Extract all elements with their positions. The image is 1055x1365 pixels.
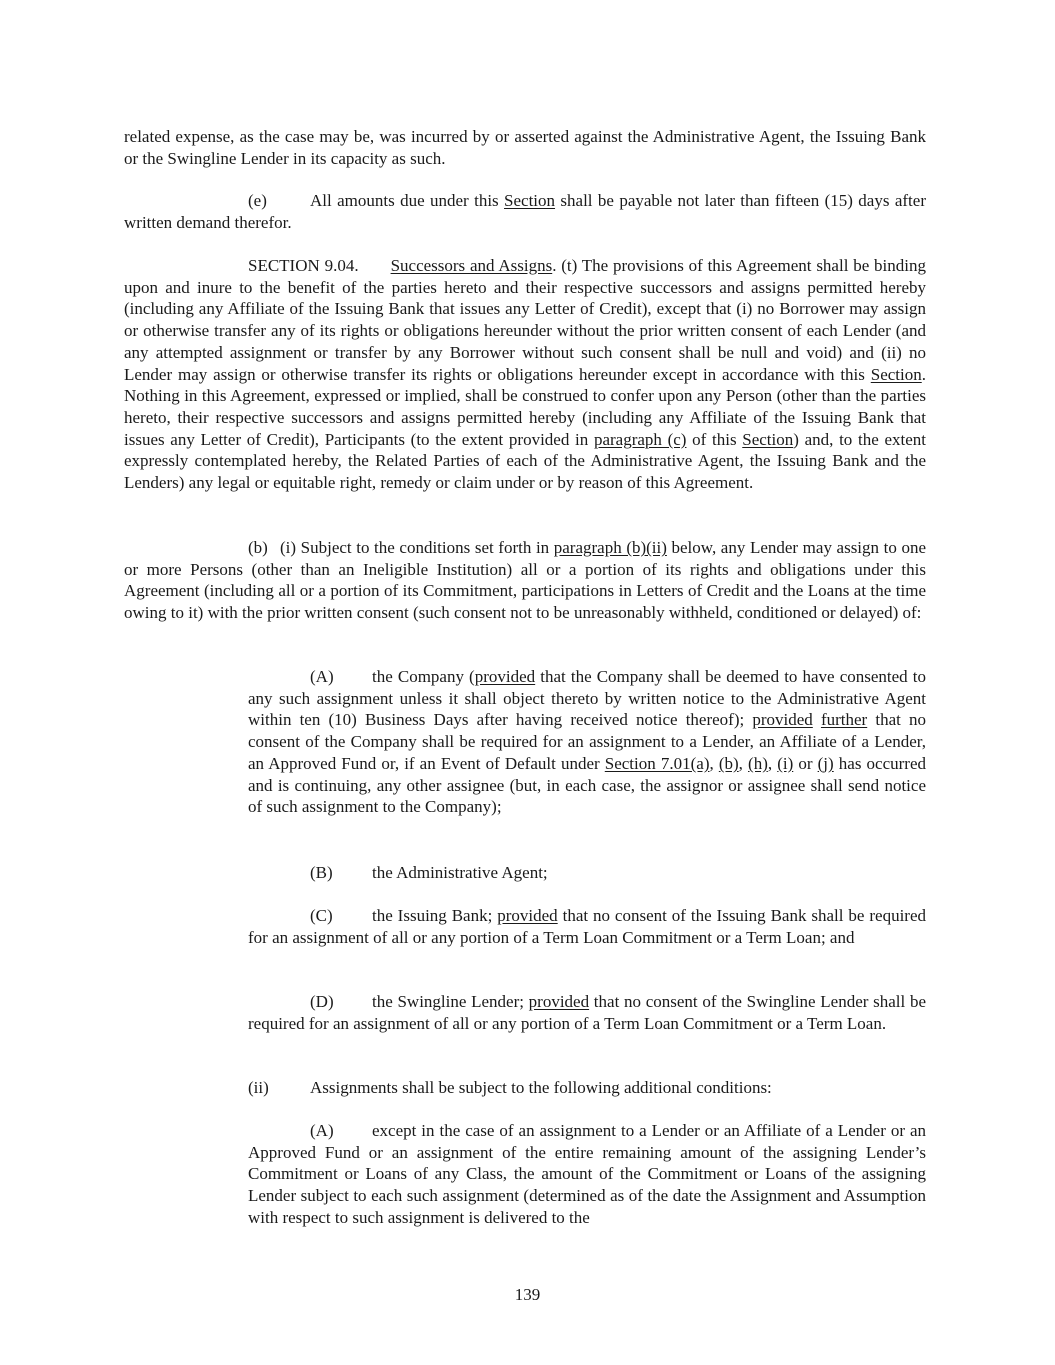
- section-9-04: SECTION 9.04. Successors and Assigns. (t) The provisions of this Agreement shall be binding upon and inure to the benefit of the parties hereto and their respective successors and assigns permitted hereby (including any Affiliate of the Issuing Bank that issues any Letter of Credit), except that (i) no Borrower may assign or otherwise transfer any of its rights or obligations hereunder without the prior written consent of each Lender (and any attempted assignment or transfer by any Borrower without such consent shall be null and void) and (ii) no Lender may assign or otherwise transfer its rights or obligations hereunder except in accordance with this Section. Nothing in this Agreement, expressed or implied, shall be construed to confer upon any Person (other than the parties hereto, their respective successors and assigns permitted hereby (including any Affiliate of the Issuing Bank that issues any Letter of Credit), Participants (to the extent provided in paragraph (c) of this Section) and, to the extent expressly contemplated hereby, the Related Parties of each of the Administrative Agent, the Issuing Bank and the Lenders) any legal or equitable right, remedy or claim under or by reason of this Agreement.: [124, 256, 926, 493]
- clause-b-ii-A: (A) except in the case of an assignment to a Lender or an Affiliate of a Lender or an Approved Fund or an assignment of the entire remaining amount of the assigning Lender’s Commitment or Loans of any Class, the amount of the Commitment or Loans of the assigning Lender subject to each such assignment (determined as of the date the Assignment and Assumption with respect to such assignment is delivered to the: [248, 1121, 926, 1227]
- clause-label: (D): [310, 992, 334, 1011]
- section-reference: (b): [718, 753, 739, 773]
- proviso: provided: [752, 710, 813, 730]
- clause-label: (A): [310, 1121, 334, 1140]
- paragraph-reference: paragraph (b)(ii): [553, 538, 667, 557]
- section-reference: (j): [817, 753, 834, 773]
- proviso: provided: [474, 667, 536, 686]
- proviso: provided: [528, 992, 590, 1011]
- proviso: provided: [497, 906, 558, 925]
- section-reference: Section: [742, 429, 794, 449]
- section-reference: (h): [748, 753, 768, 773]
- clause-b-i-A: (A) the Company (provided that the Company shall be deemed to have consented to any such assignment unless it shall object thereto by written notice to the Administrative Agent within ten (10) Business Days after having received notice thereof); provided further that no consent of the Company shall be required for an assignment to a Lender, an Affiliate of a Lender, an Approved Fund or, if an Event of Default under Section 7.01(a), (b), (h), (i) or (j) has occurred and is continuing, any other assignee (but, in each case, the assignor or assignee shall send notice of such assignment to the Company);: [248, 667, 927, 817]
- paragraph-label: (e): [248, 191, 267, 210]
- paragraph-b: (b) (i) Subject to the conditions set forth in paragraph (b)(ii) below, any Lender may assign to one or more Persons (other than an Ineligible Institution) all or a portion of its rights and obligations under this Agreement (including all or a portion of its Commitment, participations in Letters of Credit and the Loans at the time owing to it) with the prior written consent (such consent not to be unreasonably withheld, conditioned or delayed) of:: [124, 538, 926, 623]
- clause-b-ii: (ii) Assignments shall be subject to the following additional conditions:: [248, 1078, 772, 1097]
- paragraph-reference: paragraph (c): [593, 429, 687, 449]
- clause-label: (A): [310, 667, 334, 686]
- section-reference: (i): [777, 753, 794, 773]
- clause-b-i-B: (B) the Administrative Agent;: [310, 863, 548, 882]
- clause-label: (C): [310, 906, 333, 925]
- paragraph-label: (b): [248, 538, 268, 557]
- section-reference: Section 7.01(a): [604, 753, 710, 773]
- clause-b-i-D: (D) the Swingline Lender; provided that no consent of the Swingline Lender shall be required for an assignment of all or any portion of a Term Loan Commitment or a Term Loan.: [248, 992, 926, 1033]
- clause-label: (ii): [248, 1078, 269, 1097]
- paragraph-continuation: related expense, as the case may be, was incurred by or asserted against the Administrative Agent, the Issuing Bank or the Swingline Lender in its capacity as such.: [124, 127, 926, 168]
- page-number: 139: [514, 1285, 541, 1304]
- section-reference: Section: [870, 364, 922, 384]
- paragraph-e: (e) All amounts due under this Section shall be payable not later than fifteen (15) days after written demand therefor.: [124, 191, 926, 232]
- clause-label: (B): [310, 863, 333, 882]
- section-title: Successors and Assigns: [390, 256, 553, 275]
- proviso: further: [820, 710, 868, 730]
- section-reference: Section: [504, 191, 556, 210]
- section-heading: SECTION 9.04.: [248, 256, 359, 275]
- clause-b-i-C: (C) the Issuing Bank; provided that no consent of the Issuing Bank shall be required for an assignment of all or any portion of a Term Loan Commitment or a Term Loan; and: [248, 906, 926, 947]
